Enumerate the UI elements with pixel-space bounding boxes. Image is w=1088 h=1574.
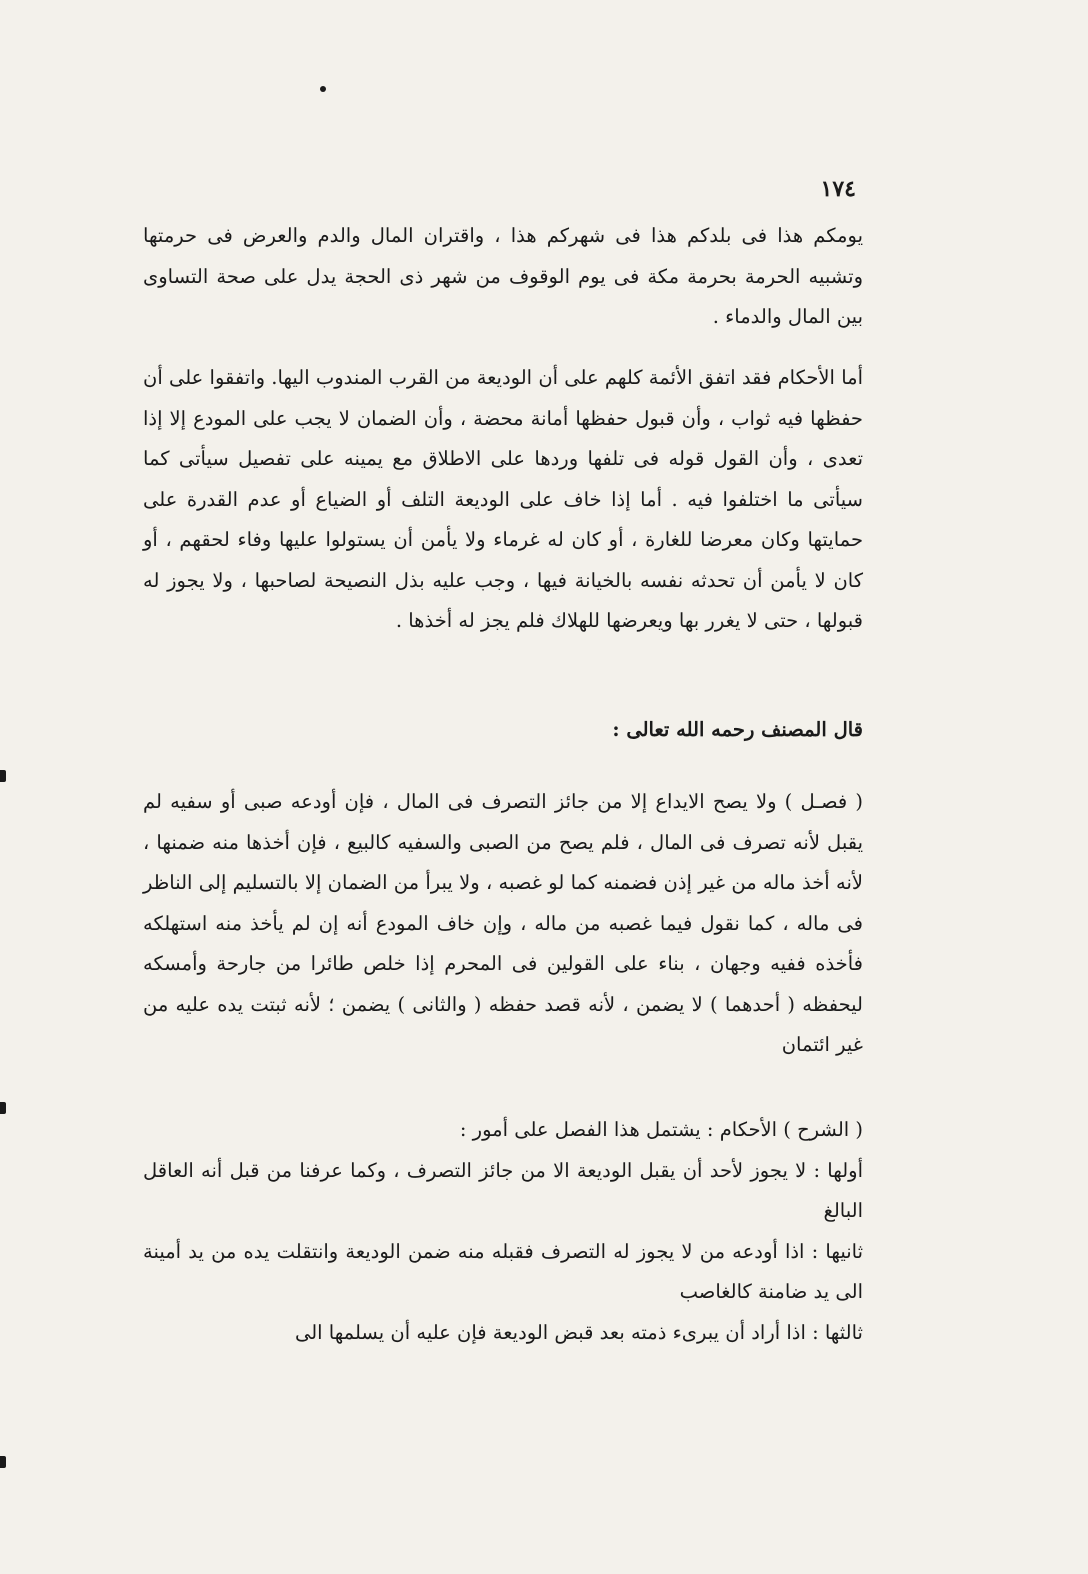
commentary-item: ثالثها : اذا أراد أن يبرىء ذمته بعد قبض الوديعة فإن عليه أن يسلمها الى xyxy=(294,1320,863,1344)
paragraph-text: يومكم هذا فى بلدكم هذا فى شهركم هذا ، واقتران المال والدم والعرض فى حرمتها وتشبيه الحرمة بحرمة مكة فى يوم الوقوف من شهر ذى الحجة يدل على صحة التساوى بين المال والدماء . xyxy=(143,224,863,328)
margin-mark xyxy=(0,1456,6,1468)
commentary-item: ثانيها : اذا أودعه من لا يجوز له التصرف فقبله منه ضمن الوديعة وانتقلت يده من يد أمينة الى يد ضامنة كالغاصب xyxy=(143,1239,863,1303)
commentary-heading: ( الشرح ) الأحكام : يشتمل هذا الفصل على أمور : xyxy=(459,1118,863,1141)
section-heading xyxy=(143,710,863,751)
margin-mark xyxy=(0,1102,6,1114)
page-number: ١٧٤ xyxy=(820,176,856,202)
paragraph-text: ( فصـل ) ولا يصح الايداع إلا من جائز التصرف فى المال ، فإن أودعه صبى أو سفيه لم يقبل لأنه تصرف فى المال ، فلم يصح من الصبى والسفيه كالبيع ، فإن أخذها منه ضمنها ، لأنه أخذ ماله من غير إذن فضمنه كما لو غصبه ، ولا يبرأ من الضمان إلا بالتسليم إلى الناظر فى ماله ، كما نقول فيما غصبه من ماله ، وإن خاف المودع أنه إن لم يأخذ منه استهلكه فأخذه ففيه وجهان ، بناء على القولين فى المحرم إذا خلص طائرا من جارحة وأمسكه ليحفظه ( أحدهما ) لا يضمن ، لأنه قصد حفظه ( والثانى ) يضمن ؛ لأنه ثبتت يده عليه من غير ائتمان xyxy=(143,790,863,1056)
paragraph-intro xyxy=(143,216,863,338)
commentary-item: أولها : لا يجوز لأحد أن يقبل الوديعة الا من جائز التصرف ، وكما عرفنا من قبل أنه العاقل البالغ xyxy=(143,1158,863,1222)
paragraph-chapter xyxy=(143,782,863,1066)
heading-text: قال المصنف رحمه الله تعالى : xyxy=(612,718,863,741)
ink-dot xyxy=(320,86,326,92)
paragraph-rulings xyxy=(143,358,863,642)
commentary-block xyxy=(143,1110,863,1353)
paragraph-text: أما الأحكام فقد اتفق الأئمة كلهم على أن الوديعة من القرب المندوب اليها. واتفقوا على أن حفظها فيه ثواب ، وأن قبول حفظها أمانة محضة ، وأن الضمان لا يجب على المودع إلا إذا تعدى ، وأن القول قوله فى تلفها وردها على الاطلاق مع يمينه على تفصيل سيأتى كما سيأتى ما اختلفوا فيه . أما إذا خاف على الوديعة التلف أو الضياع أو عدم القدرة على حمايتها وكان معرضا للغارة ، أو كان له غرماء ولا يأمن أن يستولوا عليها وفاء لحقهم ، أو كان لا يأمن أن تحدثه نفسه بالخيانة فيها ، وجب عليه بذل النصيحة لصاحبها ، ولا يجوز له قبولها ، حتى لا يغرر بها ويعرضها للهلاك فلم يجز له أخذها . xyxy=(143,366,863,632)
margin-mark xyxy=(0,770,6,782)
